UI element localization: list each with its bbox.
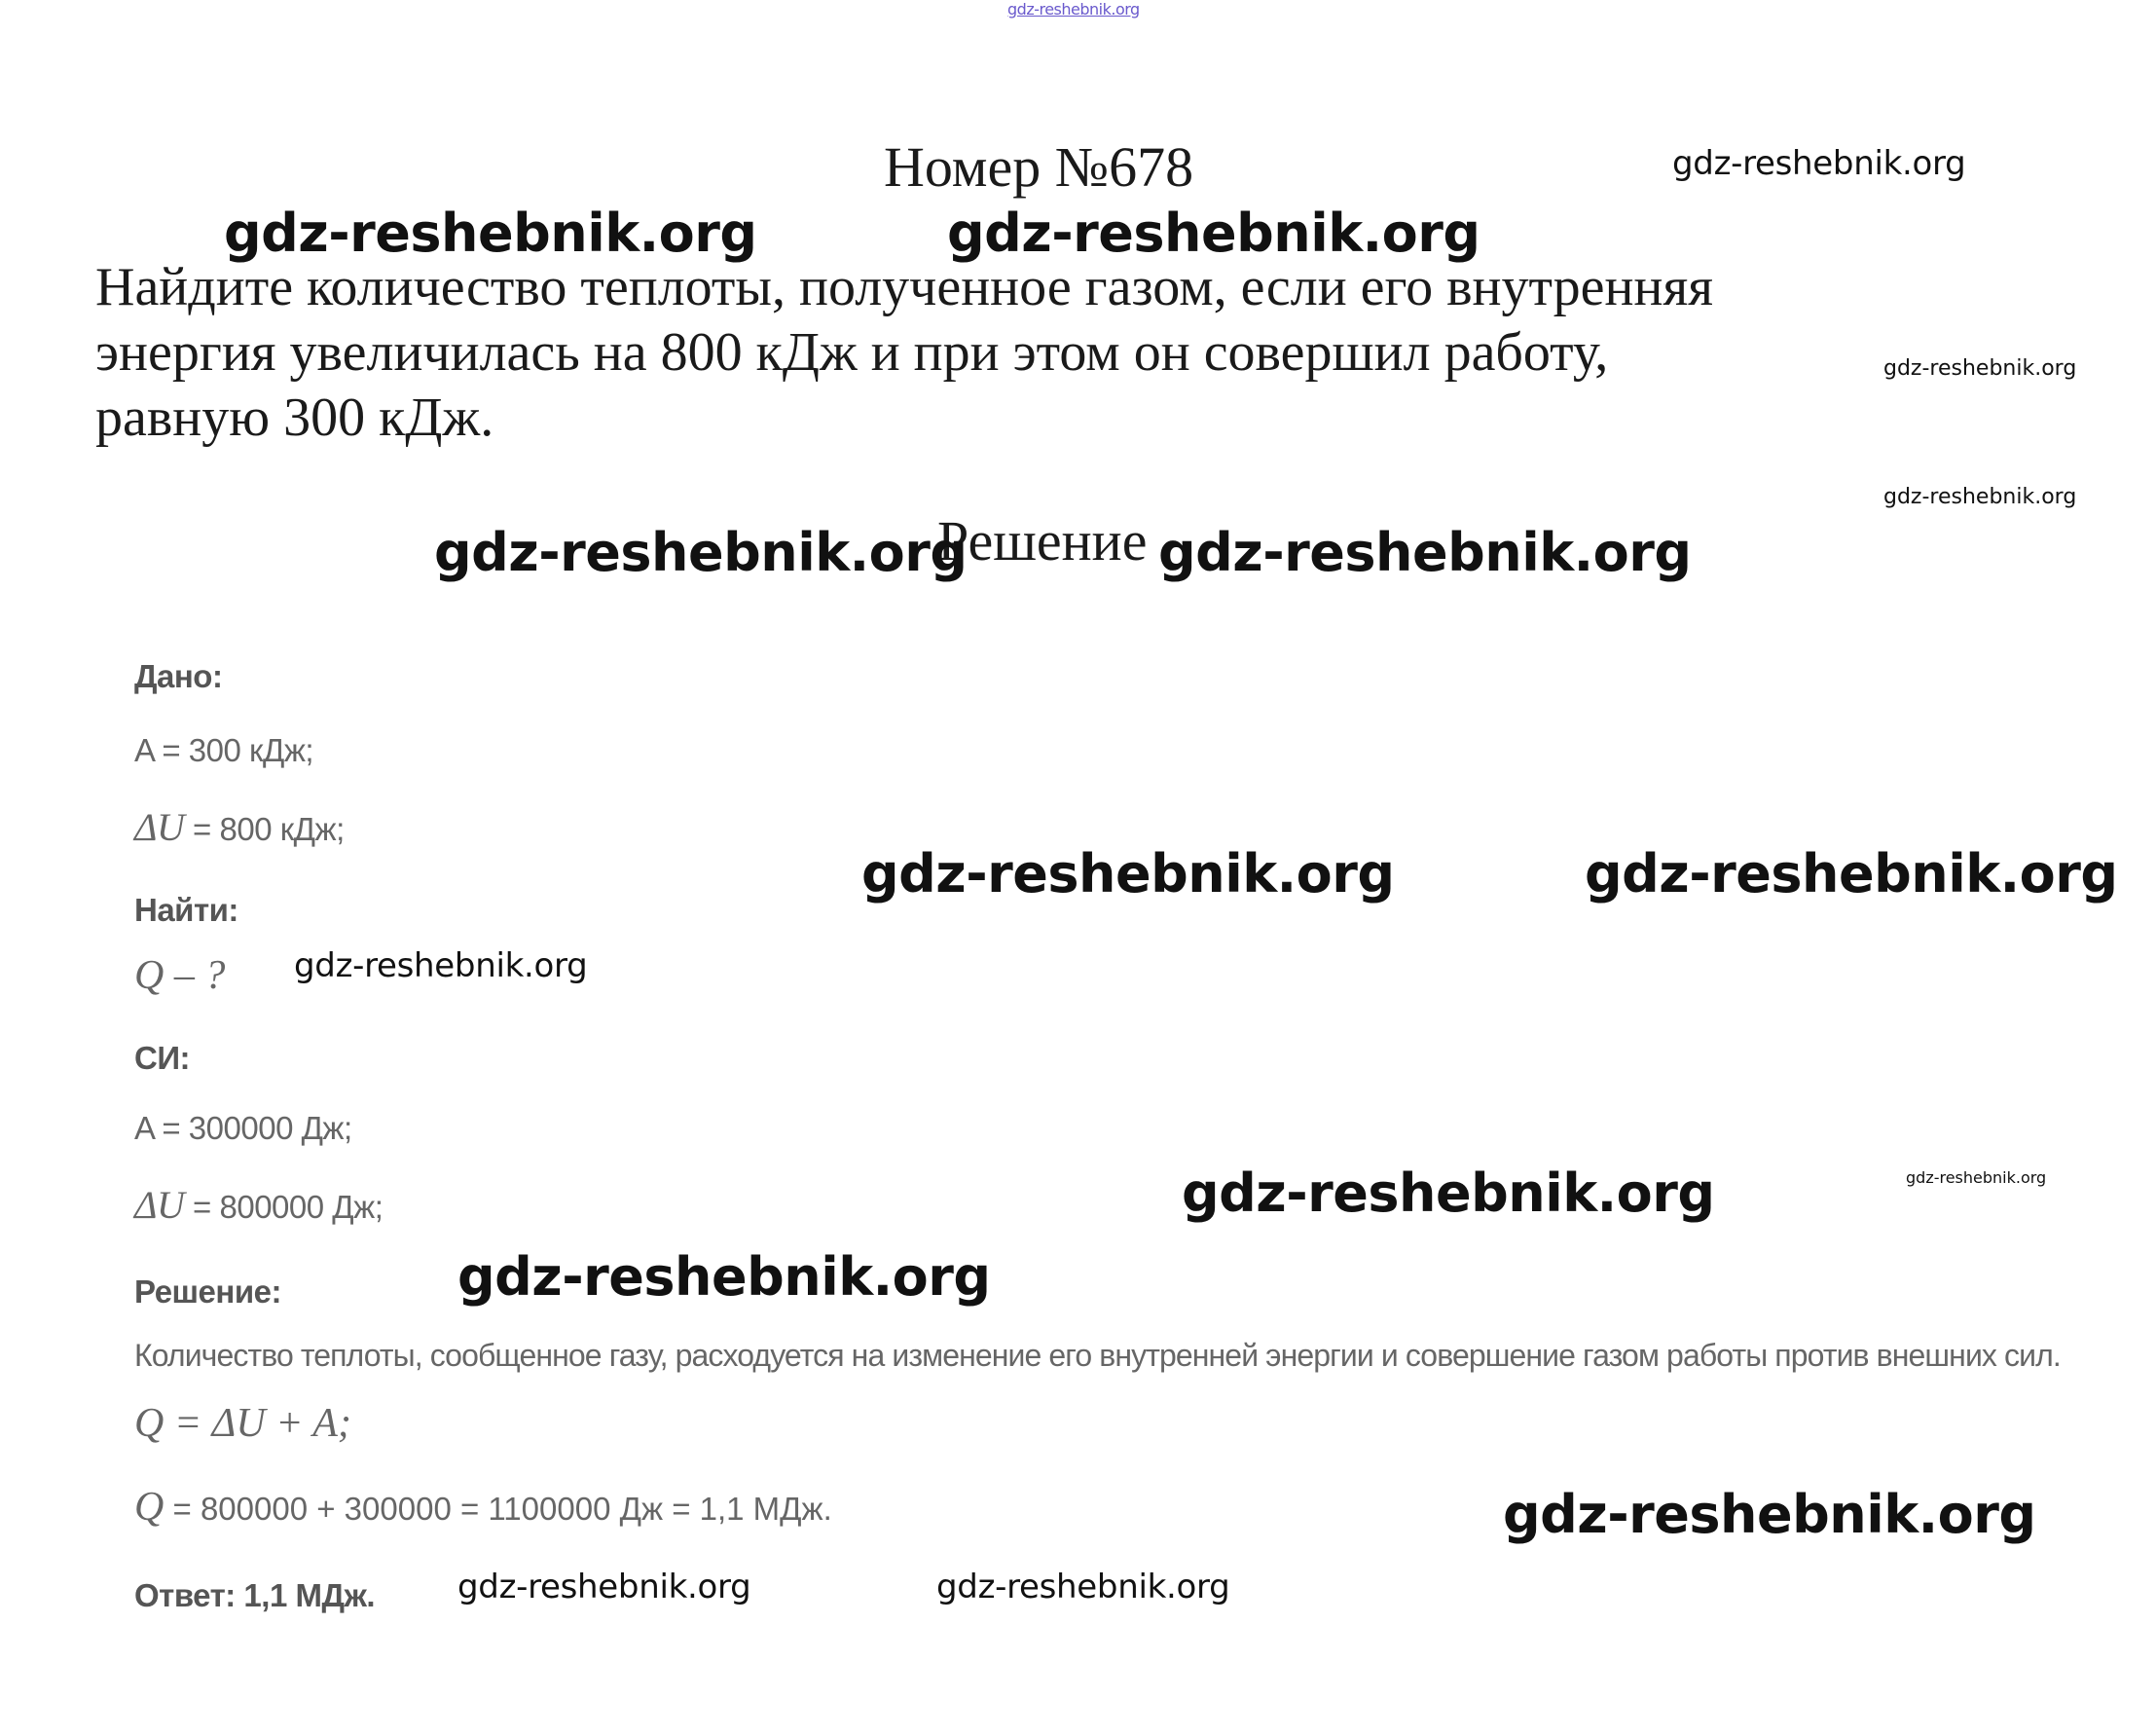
answer: Ответ: 1,1 МДж.: [134, 1577, 376, 1613]
formula: [134, 1400, 351, 1447]
problem-line: равную 300 кДж.: [95, 388, 494, 448]
problem-line: энергия увеличилась на 800 кДж и при этом он совершил работу,: [95, 322, 1609, 383]
watermark: gdz-reshebnik.org: [1883, 356, 2077, 381]
watermark: gdz-reshebnik.org: [1158, 522, 1692, 583]
problem-statement: [95, 255, 1867, 451]
watermark: gdz-reshebnik.org: [1672, 144, 1966, 183]
watermark: gdz-reshebnik.org: [947, 203, 1480, 264]
si-energy-change: [134, 1182, 383, 1228]
find-quantity-text: Q – ?: [134, 953, 226, 998]
watermark: gdz-reshebnik.org: [936, 1568, 1230, 1606]
delta-u-symbol: ΔU: [134, 805, 185, 849]
watermark: gdz-reshebnik.org: [434, 522, 968, 583]
delta-u-symbol: ΔU: [134, 1183, 185, 1227]
given-energy-change: [134, 804, 345, 850]
si-energy-value: = 800000 Дж;: [184, 1189, 384, 1225]
top-source-link[interactable]: gdz-reshebnik.org: [1007, 0, 1140, 18]
find-label: Найти:: [134, 892, 238, 928]
solution-heading: Решение: [937, 509, 1148, 572]
find-quantity: [134, 952, 225, 999]
watermark: gdz-reshebnik.org: [457, 1246, 991, 1308]
given-work: A = 300 кДж;: [134, 732, 314, 768]
problem-line: Найдите количество теплоты, полученное газом, если его внутренняя: [95, 257, 1713, 317]
si-work: A = 300000 Дж;: [134, 1110, 352, 1146]
solution-explanation: Количество теплоты, сообщенное газу, расходуется на изменение его внутренней энергии и совершение газом работы против внешних сил.: [134, 1338, 2061, 1373]
si-label: СИ:: [134, 1040, 191, 1076]
given-energy-value: = 800 кДж;: [184, 811, 345, 847]
watermark: gdz-reshebnik.org: [1906, 1168, 2047, 1187]
watermark: gdz-reshebnik.org: [1503, 1484, 2036, 1545]
solution-label: Решение:: [134, 1274, 281, 1310]
calculation: [134, 1484, 832, 1531]
watermark: gdz-reshebnik.org: [1182, 1163, 1715, 1224]
watermark: gdz-reshebnik.org: [457, 1568, 751, 1606]
watermark: gdz-reshebnik.org: [224, 203, 757, 264]
given-label: Дано:: [134, 658, 223, 694]
watermark: gdz-reshebnik.org: [1585, 843, 2118, 904]
calculation-symbol: Q: [134, 1485, 164, 1530]
watermark: gdz-reshebnik.org: [861, 843, 1395, 904]
formula-text: Q = ΔU + A;: [134, 1401, 351, 1446]
watermark: gdz-reshebnik.org: [294, 946, 588, 985]
watermark: gdz-reshebnik.org: [1883, 485, 2077, 509]
calculation-value: = 800000 + 300000 = 1100000 Дж = 1,1 МДж.: [164, 1491, 832, 1527]
page-title: Номер №678: [884, 135, 1194, 199]
